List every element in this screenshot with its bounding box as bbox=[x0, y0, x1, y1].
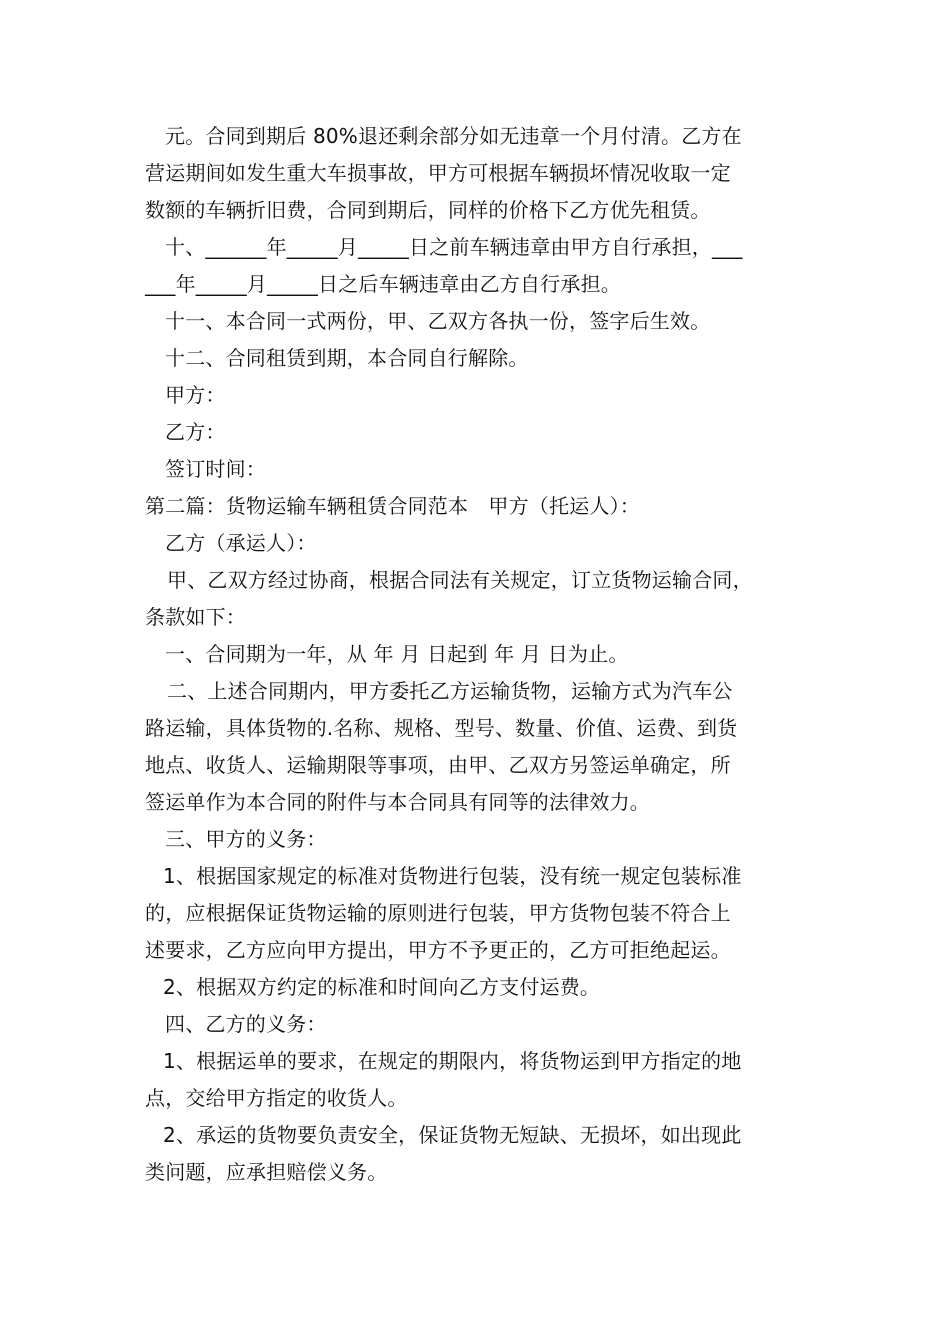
text-line: 路运输，具体货物的.名称、规格、型号、数量、价值、运费、到货 bbox=[145, 716, 738, 740]
text-line: 十一、本合同一式两份，甲、乙双方各执一份，签字后生效。 bbox=[165, 309, 711, 333]
text-line: 述要求，乙方应向甲方提出，甲方不予更正的，乙方可拒绝起运。 bbox=[145, 938, 731, 962]
text-line: 乙方（承运人）： bbox=[165, 531, 317, 555]
signing-date-label: 签订时间： bbox=[165, 457, 266, 481]
text-line: 四、乙方的义务： bbox=[165, 1012, 327, 1036]
party-a-label: 甲方： bbox=[165, 383, 226, 407]
text-line: 数额的车辆折旧费，合同到期后，同样的价格下乙方优先租赁。 bbox=[145, 198, 711, 222]
text-line: 二、上述合同期内，甲方委托乙方运输货物，运输方式为汽车公 bbox=[167, 679, 733, 703]
text-line: 签运单作为本合同的附件与本合同具有同等的法律效力。 bbox=[145, 790, 650, 814]
text-line: 十、______年_____月_____日之前车辆违章由甲方自行承担，___ bbox=[165, 235, 743, 259]
text-line: 三、甲方的义务： bbox=[165, 827, 327, 851]
text-line: 的，应根据保证货物运输的原则进行包装，甲方货物包装不符合上 bbox=[145, 901, 731, 925]
text-line: 条款如下： bbox=[145, 605, 246, 629]
text-line: 1、根据运单的要求，在规定的期限内，将货物运到甲方指定的地 bbox=[163, 1049, 742, 1073]
text-line: 2、根据双方约定的标准和时间向乙方支付运费。 bbox=[163, 975, 601, 999]
text-line: ___年_____月_____日之后车辆违章由乙方自行承担。 bbox=[145, 272, 621, 296]
text-line: 点，交给甲方指定的收货人。 bbox=[145, 1086, 408, 1110]
text-line: 类问题，应承担赔偿义务。 bbox=[145, 1160, 388, 1184]
document-body bbox=[145, 118, 825, 1191]
text-line: 元。合同到期后 80%退还剩余部分如无违章一个月付清。乙方在 bbox=[165, 124, 742, 148]
party-b-label: 乙方： bbox=[165, 420, 226, 444]
text-line: 十二、合同租赁到期，本合同自行解除。 bbox=[165, 346, 529, 370]
text-line: 甲、乙双方经过协商，根据合同法有关规定，订立货物运输合同， bbox=[167, 568, 753, 592]
text-line: 2、承运的货物要负责安全，保证货物无短缺、无损坏，如出现此 bbox=[163, 1123, 742, 1147]
text-line: 一、合同期为一年，从 年 月 日起到 年 月 日为止。 bbox=[165, 642, 629, 666]
text-line: 地点、收货人、运输期限等事项，由甲、乙双方另签运单确定，所 bbox=[145, 753, 731, 777]
section-heading: 第二篇：货物运输车辆租赁合同范本 甲方（托运人）： bbox=[145, 494, 640, 518]
text-line: 1、根据国家规定的标准对货物进行包装，没有统一规定包装标准 bbox=[163, 864, 742, 888]
text-line: 营运期间如发生重大车损事故，甲方可根据车辆损坏情况收取一定 bbox=[145, 161, 731, 185]
